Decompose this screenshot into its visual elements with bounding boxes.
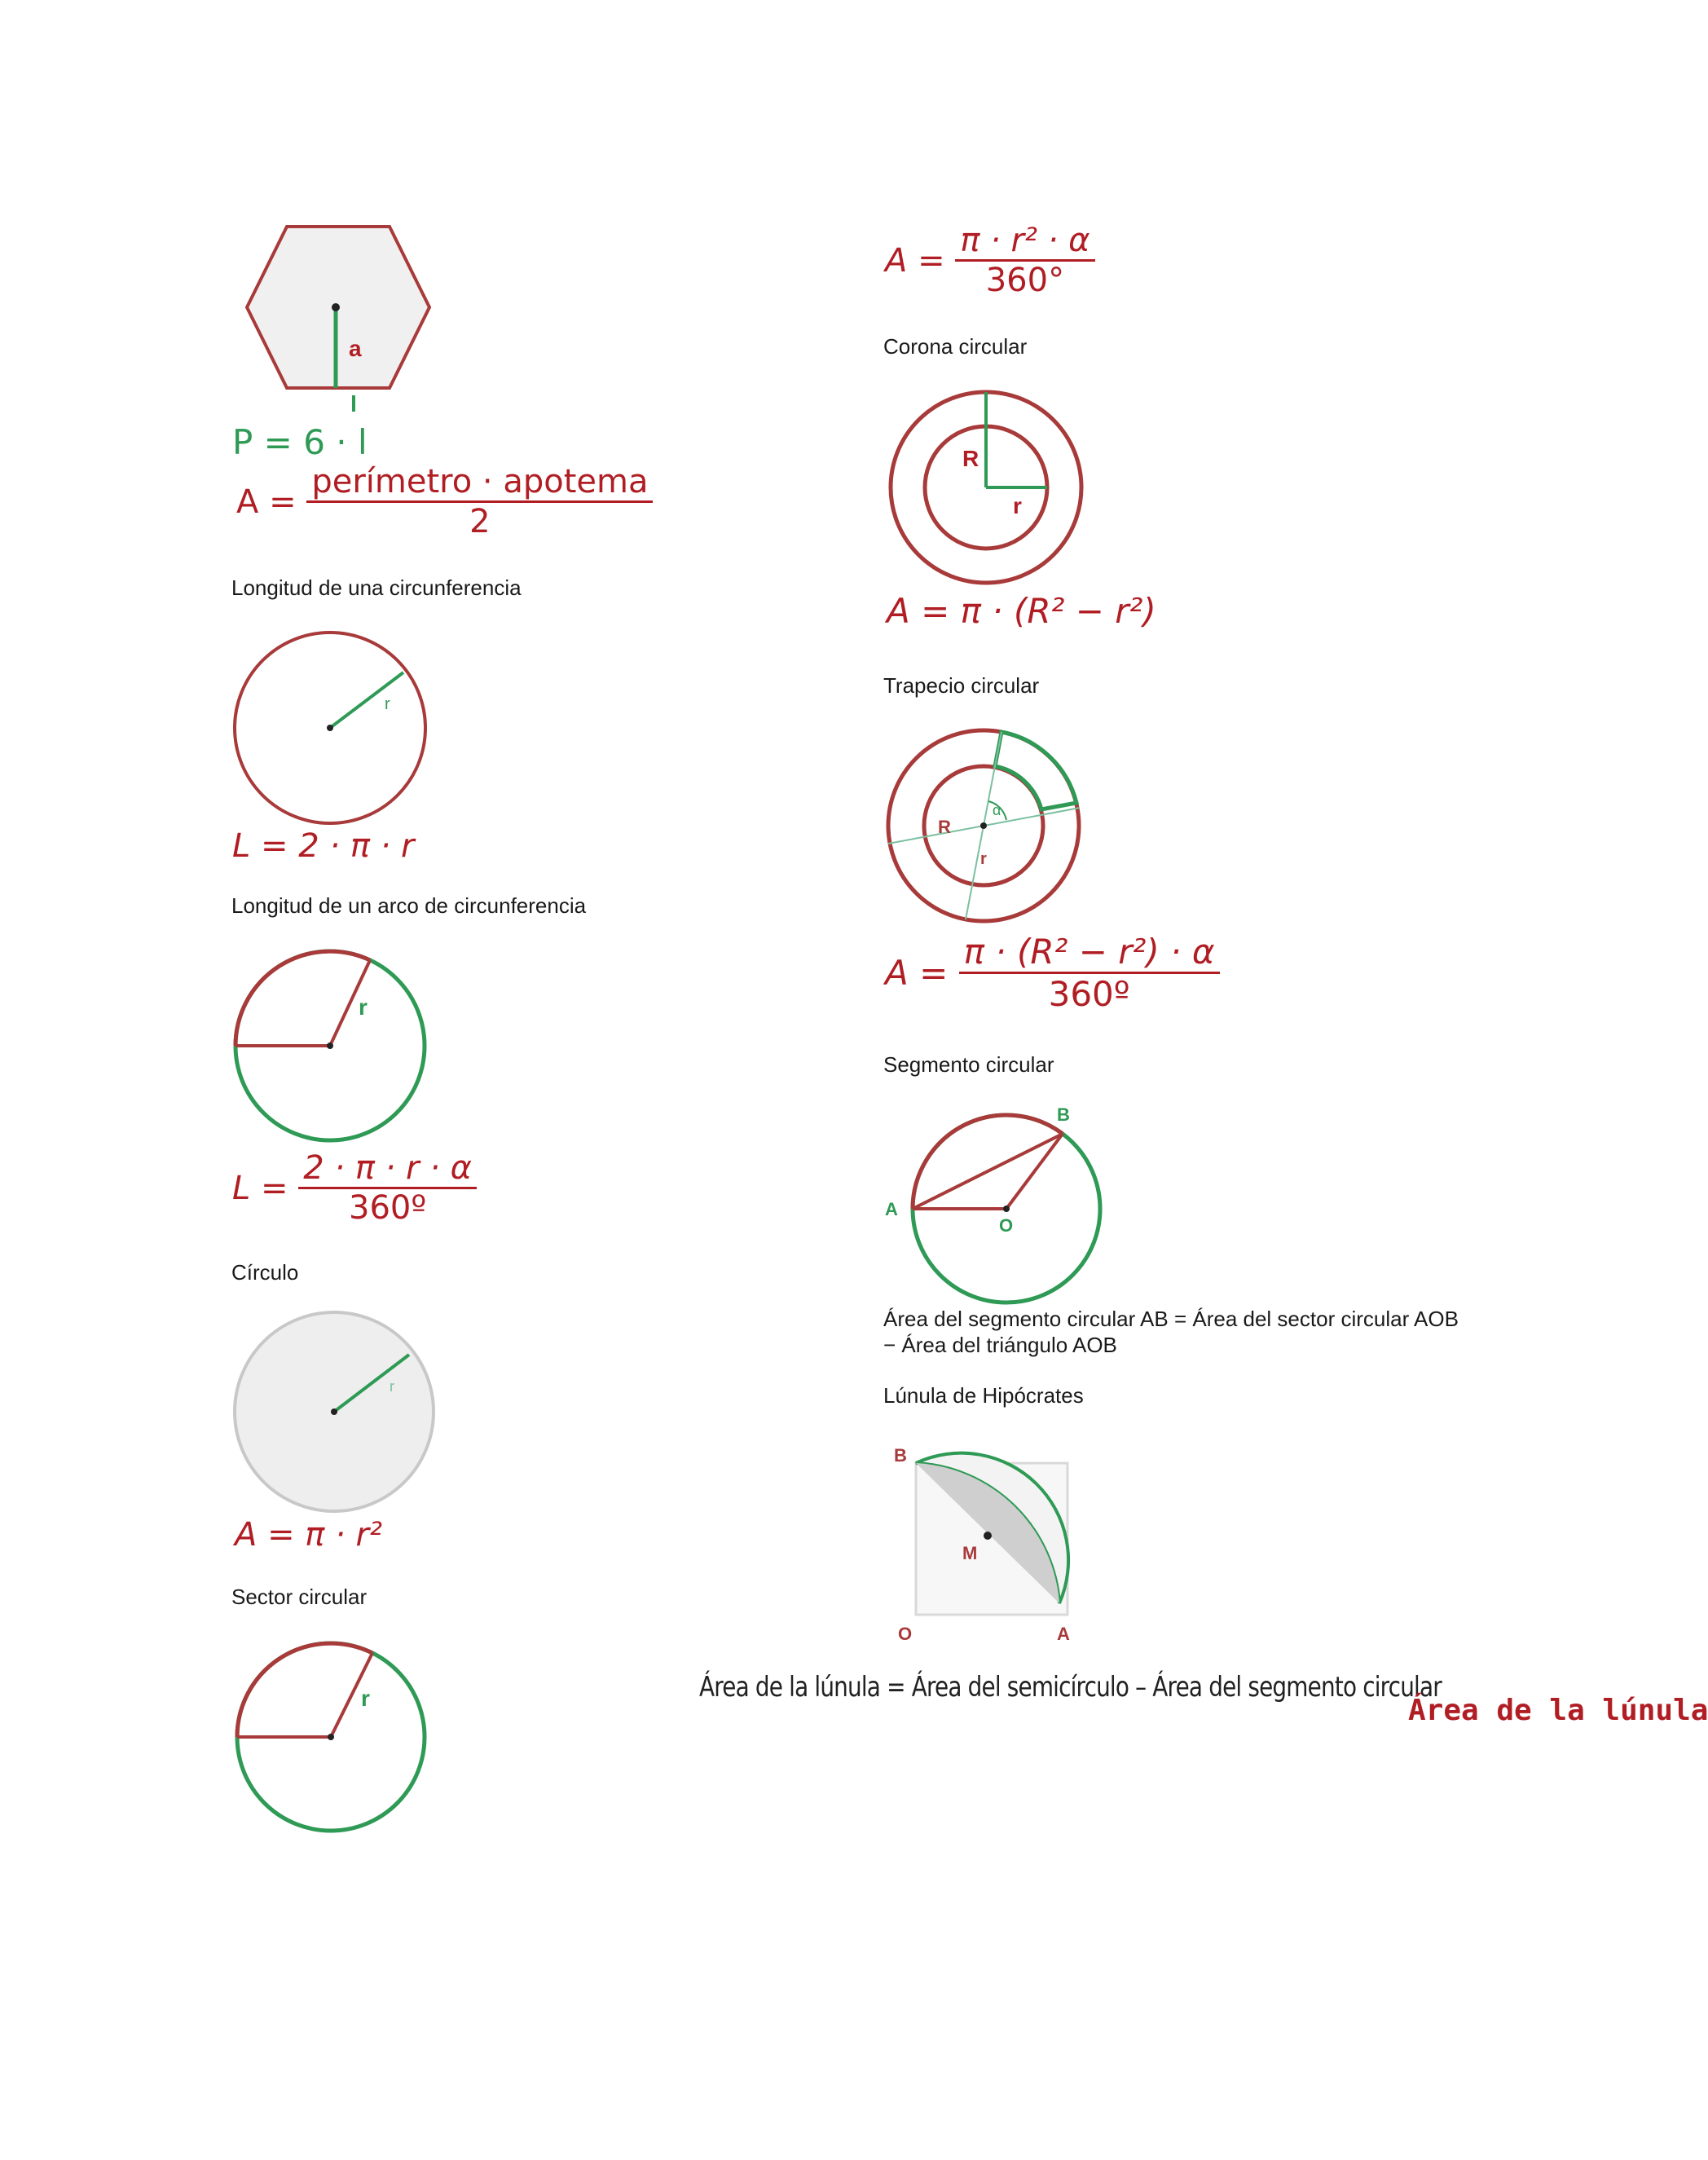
lunula-title: Área de la lúnula — [1408, 1694, 1708, 1727]
arc-formula-denominator: 360º — [349, 1189, 427, 1227]
trapezoid-formula-numerator: π · (R² − r²) · α — [963, 932, 1215, 972]
radius-label: r — [361, 1686, 370, 1711]
r-label: r — [1013, 493, 1022, 518]
sector-formula-lhs: A = — [885, 241, 945, 280]
circle-area-formula: A = π · r² — [235, 1516, 383, 1554]
lunula-heading: Lúnula de Hipócrates — [883, 1383, 1084, 1408]
circumference-formula: L = 2 · π · r — [232, 827, 415, 865]
apothem-label: a — [349, 336, 362, 361]
B-label: B — [894, 1445, 907, 1466]
sector-heading: Sector circular — [231, 1585, 368, 1609]
A-label: A — [885, 1199, 898, 1219]
R-label: R — [962, 446, 979, 471]
sector-figure — [228, 1637, 440, 1840]
circle-figure — [228, 1308, 440, 1516]
M-label: M — [962, 1543, 978, 1563]
trapezoid-formula-fraction — [959, 932, 1220, 1014]
hexagon-area-formula — [236, 463, 653, 540]
arc-formula-numerator: 2 · π · r · α — [303, 1149, 473, 1187]
circumference-heading: Longitud de una circunferencia — [231, 575, 522, 600]
arc-formula-lhs: L = — [232, 1169, 288, 1207]
A-label: A — [1057, 1624, 1070, 1644]
hexagon-perimeter-formula: P = 6 · l — [232, 422, 368, 462]
center-point — [331, 1408, 337, 1415]
center-point — [980, 822, 987, 829]
sector-formula-denominator: 360° — [985, 262, 1065, 299]
circumference-figure — [228, 628, 440, 831]
B-label: B — [1057, 1104, 1070, 1125]
O-label: O — [898, 1624, 913, 1644]
radius-label: r — [390, 1378, 394, 1395]
center-point — [327, 725, 333, 731]
trapezoid-formula-denominator: 360º — [1048, 974, 1130, 1014]
circle-heading: Círculo — [231, 1260, 299, 1285]
hexagon-figure — [228, 216, 448, 420]
hexagon-area-numerator: perímetro · apotema — [311, 463, 649, 500]
center-point — [1003, 1206, 1010, 1212]
annulus-formula: A = π · (R² − r²) — [887, 591, 1156, 631]
trapezoid-formula-lhs: A = — [885, 953, 949, 993]
midpoint-M — [984, 1532, 992, 1540]
alpha-label: α — [993, 802, 1001, 818]
trapezoid-figure — [884, 724, 1096, 928]
arc-heading: Longitud de un arco de circunferencia — [231, 893, 587, 918]
annulus-figure — [884, 387, 1096, 591]
sector-formula-fraction — [955, 222, 1094, 299]
trapezoid-formula — [885, 932, 1220, 1014]
hexagon-area-denominator: 2 — [469, 503, 491, 540]
r-label: r — [980, 850, 987, 868]
sector-formula-numerator: π · r² · α — [960, 222, 1090, 259]
center-point — [328, 1734, 334, 1740]
center-point — [327, 1043, 333, 1049]
arc-formula-fraction — [298, 1149, 477, 1227]
segment-figure — [880, 1099, 1108, 1311]
R-label: R — [938, 817, 951, 837]
radius-label: r — [359, 994, 368, 1020]
trapezoid-heading: Trapecio circular — [883, 673, 1040, 698]
annulus-heading: Corona circular — [883, 334, 1028, 359]
segment-heading: Segmento circular — [883, 1052, 1054, 1077]
O-label: O — [999, 1215, 1014, 1236]
arc-figure — [228, 946, 440, 1149]
arc-formula — [232, 1149, 477, 1227]
segment-description: Área del segmento circular AB = Área del sector circular AOB − Área del triángulo AOB — [883, 1307, 1459, 1357]
sector-area-formula — [885, 222, 1095, 299]
lunula-figure — [884, 1430, 1104, 1642]
lunula-equation: Área de la lúnula = Área del semicírculo – Área del segmento circular — [699, 1671, 1442, 1704]
radius-label: r — [385, 695, 390, 713]
hexagon-area-fraction — [306, 463, 653, 540]
center-point — [332, 303, 340, 311]
hexagon-area-lhs: A = — [236, 483, 297, 521]
